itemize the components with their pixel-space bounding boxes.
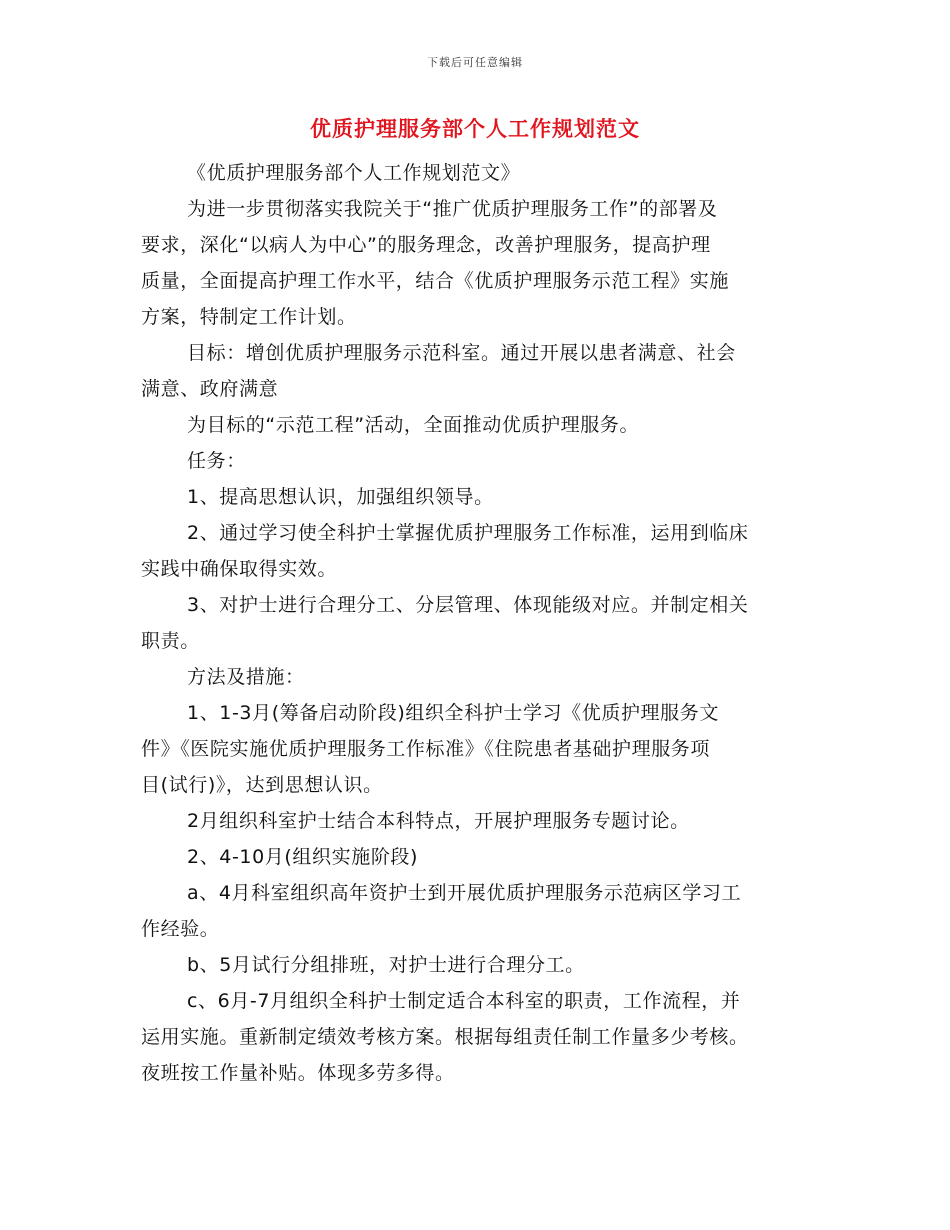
paragraph	[141, 839, 809, 875]
paragraph-line: c、6月-7月组织全科护士制定适合本科室的职责，工作流程，并	[187, 990, 741, 1012]
paragraph-line: 职责。	[141, 630, 200, 652]
paragraph-line: 目标：增创优质护理服务示范科室。通过开展以患者满意、社会	[187, 342, 736, 364]
paragraph-line: 要求，深化“以病人为中心”的服务理念，改善护理服务，提高护理	[141, 234, 711, 256]
paragraph	[141, 155, 809, 191]
paragraph-line: 目(试行)》，达到思想认识。	[141, 774, 383, 796]
paragraph-line: 满意、政府满意	[141, 378, 279, 400]
paragraph-line: 运用实施。重新制定绩效考核方案。根据每组责任制工作量多少考核。	[141, 1026, 749, 1048]
paragraph	[141, 659, 809, 695]
paragraph-line: b、5月试行分组排班，对护士进行合理分工。	[187, 954, 585, 976]
document-title: 优质护理服务部个人工作规划范文	[310, 117, 640, 141]
paragraph	[141, 695, 809, 803]
paragraph	[141, 983, 809, 1091]
paragraph-line: 2、通过学习使全科护士掌握优质护理服务工作标准，运用到临床	[187, 522, 749, 544]
paragraph-line: 夜班按工作量补贴。体现多劳多得。	[141, 1062, 455, 1084]
paragraph-line: 3、对护士进行合理分工、分层管理、体现能级对应。并制定相关	[187, 594, 749, 616]
paragraph-line: 2月组织科室护士结合本科特点，开展护理服务专题讨论。	[187, 810, 690, 832]
paragraph-line: 《优质护理服务部个人工作规划范文》	[187, 162, 521, 184]
paragraph-line: 作经验。	[141, 918, 220, 940]
paragraph-line: 质量，全面提高护理工作水平，结合《优质护理服务示范工程》实施	[141, 270, 730, 292]
paragraph-line: 任务：	[187, 450, 246, 472]
paragraph-line: 方案，特制定工作计划。	[141, 306, 357, 328]
paragraph	[141, 587, 809, 659]
paragraph-line: 1、提高思想认识，加强组织领导。	[187, 486, 494, 508]
paragraph-line: 件》《医院实施优质护理服务工作标准》《住院患者基础护理服务项	[141, 738, 711, 760]
paragraph-line: 1、1-3月(筹备启动阶段)组织全科护士学习《优质护理服务文	[187, 702, 719, 724]
paragraph	[141, 947, 809, 983]
paragraph	[141, 803, 809, 839]
paragraph-line: a、4月科室组织高年资护士到开展优质护理服务示范病区学习工	[187, 882, 742, 904]
document-body	[141, 155, 809, 1091]
paragraph-line: 为进一步贯彻落实我院关于“推广优质护理服务工作”的部署及	[187, 198, 718, 220]
header-note: 下载后可任意编辑	[427, 56, 523, 69]
paragraph	[141, 515, 809, 587]
paragraph	[141, 407, 809, 443]
paragraph-line: 方法及措施：	[187, 666, 305, 688]
paragraph	[141, 443, 809, 479]
paragraph	[141, 875, 809, 947]
paragraph	[141, 335, 809, 407]
paragraph-line: 2、4-10月(组织实施阶段)	[187, 846, 419, 868]
paragraph	[141, 479, 809, 515]
paragraph	[141, 191, 809, 335]
paragraph-line: 为目标的“示范工程”活动，全面推动优质护理服务。	[187, 414, 640, 436]
paragraph-line: 实践中确保取得实效。	[141, 558, 338, 580]
